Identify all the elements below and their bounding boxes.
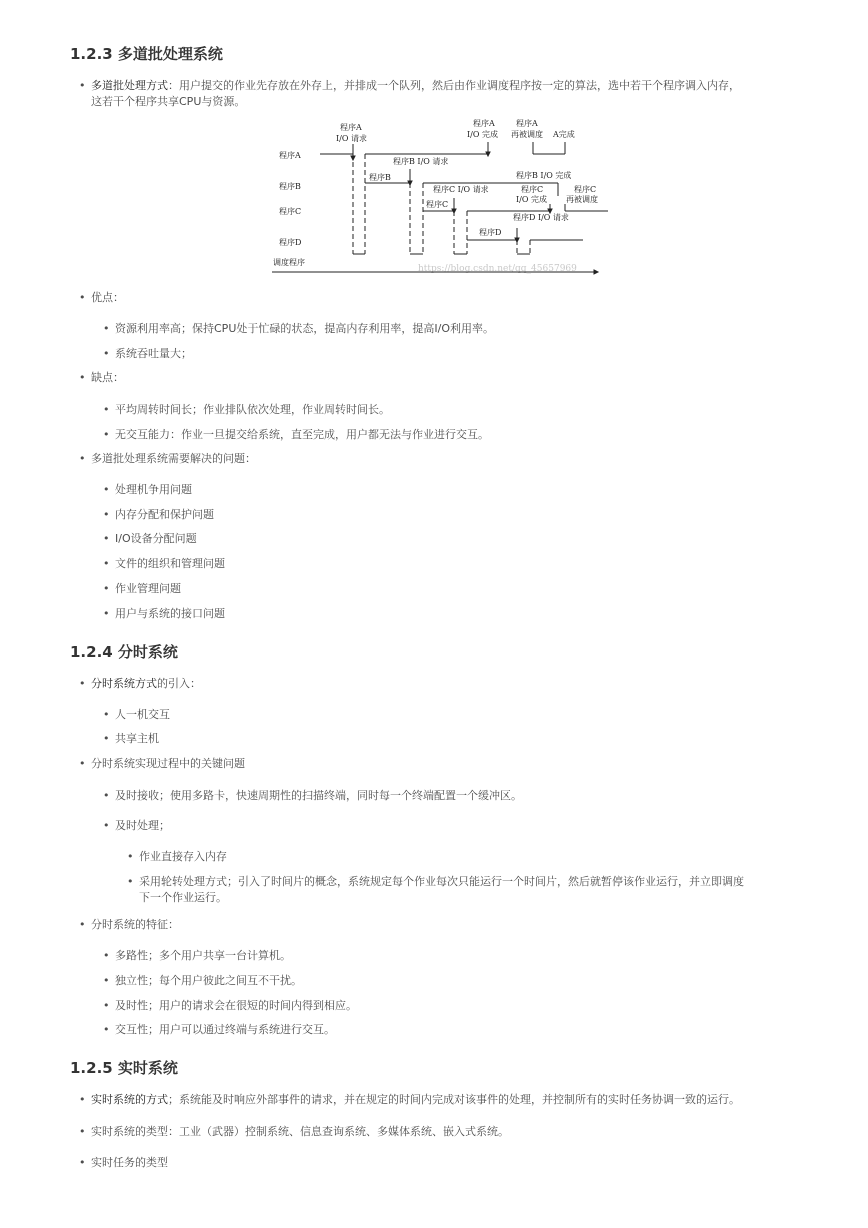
label-c-resched-2: 再被调度 — [566, 195, 598, 204]
list-item: • 及时处理； — [103, 819, 170, 832]
label-b-io-done: 程序B I/O 完成 — [516, 171, 572, 180]
list-item: • 作业管理问题 — [103, 582, 181, 595]
label-a-finish: A完成 — [553, 130, 575, 139]
list-item-advantages: • 优点： — [79, 291, 124, 304]
list-item: • 交互性；用户可以通过终端与系统进行交互。 — [103, 1023, 335, 1036]
section-title-1-2-5: 1.2.5 实时系统 — [70, 1059, 178, 1077]
label-c-io-done-2: I/O 完成 — [516, 195, 547, 204]
label-d-io-request: 程序D I/O 请求 — [513, 213, 569, 222]
list-item: • 处理机争用问题 — [103, 483, 192, 496]
label-b-io-request: 程序B I/O 请求 — [393, 157, 449, 166]
list-item: • 分时系统实现过程中的关键问题 — [79, 757, 245, 770]
label-c-run: 程序C — [426, 200, 449, 209]
label-d-run: 程序D — [479, 228, 502, 237]
list-item-disadvantages: • 缺点： — [79, 371, 124, 384]
bullet-icon: • — [79, 79, 86, 92]
list-item: • 及时接收；使用多路卡，快速周期性的扫描终端，同时每一个终端配置一个缓冲区。 — [103, 789, 522, 802]
label-a-resched-2: 再被调度 — [511, 130, 543, 139]
list-item: • 独立性；每个用户彼此之间互不干扰。 — [103, 974, 302, 987]
row-label-scheduler: 调度程序 — [273, 258, 305, 267]
list-item: • 资源利用率高；保持CPU处于忙碌的状态，提高内存利用率，提高I/O利用率。 — [103, 322, 494, 335]
list-item: • 无交互能力：作业一旦提交给系统，直至完成，用户都无法与作业进行交互。 — [103, 428, 489, 441]
list-item: • 及时性；用户的请求会在很短的时间内得到相应。 — [103, 999, 357, 1012]
multiprogramming-timing-diagram — [268, 114, 608, 282]
list-item — [79, 78, 791, 110]
list-item: • 文件的组织和管理问题 — [103, 557, 225, 570]
list-item-problems: • 多道批处理系统需要解决的问题： — [79, 452, 256, 465]
list-item: • 人一机交互 — [103, 708, 170, 721]
label-a-io-request-2: I/O 请求 — [336, 134, 367, 143]
row-label-program-a: 程序A — [279, 151, 301, 160]
intro-label: 多道批处理方式 — [91, 79, 168, 92]
list-item: • 实时任务的类型 — [79, 1156, 168, 1169]
label-a-io-done-2: I/O 完成 — [467, 130, 498, 139]
list-item: • 内存分配和保护问题 — [103, 508, 214, 521]
section-title-1-2-4: 1.2.4 分时系统 — [70, 643, 178, 661]
list-item: • 多路性；多个用户共享一台计算机。 — [103, 949, 291, 962]
label-a-io-request-1: 程序A — [340, 123, 362, 132]
label-c-resched-1: 程序C — [574, 185, 597, 194]
list-item: • 用户与系统的接口问题 — [103, 607, 225, 620]
row-label-program-d: 程序D — [279, 238, 302, 247]
list-item: • 实时系统的方式；系统能及时响应外部事件的请求，并在规定的时间内完成对该事件的处理，并控制所有的实时任务协调一致的运行。 — [79, 1093, 740, 1106]
label-b-run: 程序B — [369, 173, 391, 182]
row-label-program-b: 程序B — [279, 182, 301, 191]
label-c-io-request: 程序C I/O 请求 — [433, 185, 489, 194]
list-item: • 平均周转时间长；作业排队依次处理，作业周转时间长。 — [103, 403, 390, 416]
list-item: • 分时系统方式的引入： — [79, 677, 201, 690]
label-c-io-done-1: 程序C — [521, 185, 544, 194]
list-item: • 实时系统的类型：工业（武器）控制系统、信息查询系统、多媒体系统、嵌入式系统。 — [79, 1125, 509, 1138]
list-item: • 系统吞吐量大； — [103, 347, 192, 360]
list-item: • 采用轮转处理方式；引入了时间片的概念，系统规定每个作业每次只能运行一个时间片，然后就暂停该作业运行，并立即调度 下一个作业运行。 — [127, 875, 744, 904]
label-a-resched-1: 程序A — [516, 119, 538, 128]
list-item: • 作业直接存入内存 — [127, 850, 227, 863]
intro-text-cont: 这若干个程序共享CPU与资源。 — [91, 95, 246, 108]
section-title-1-2-3: 1.2.3 多道批处理系统 — [70, 45, 223, 63]
list-item: • 分时系统的特征： — [79, 918, 179, 931]
list-item: • I/O设备分配问题 — [103, 532, 197, 545]
intro-text: ：用户提交的作业先存放在外存上，并排成一个队列，然后由作业调度程序按一定的算法，选中若干个程序调入内存， — [168, 79, 740, 92]
label-a-io-done-1: 程序A — [473, 119, 495, 128]
watermark: https://blog.csdn.net/qq_45657969 — [418, 264, 577, 274]
list-item: • 共享主机 — [103, 732, 159, 745]
row-label-program-c: 程序C — [279, 207, 302, 216]
